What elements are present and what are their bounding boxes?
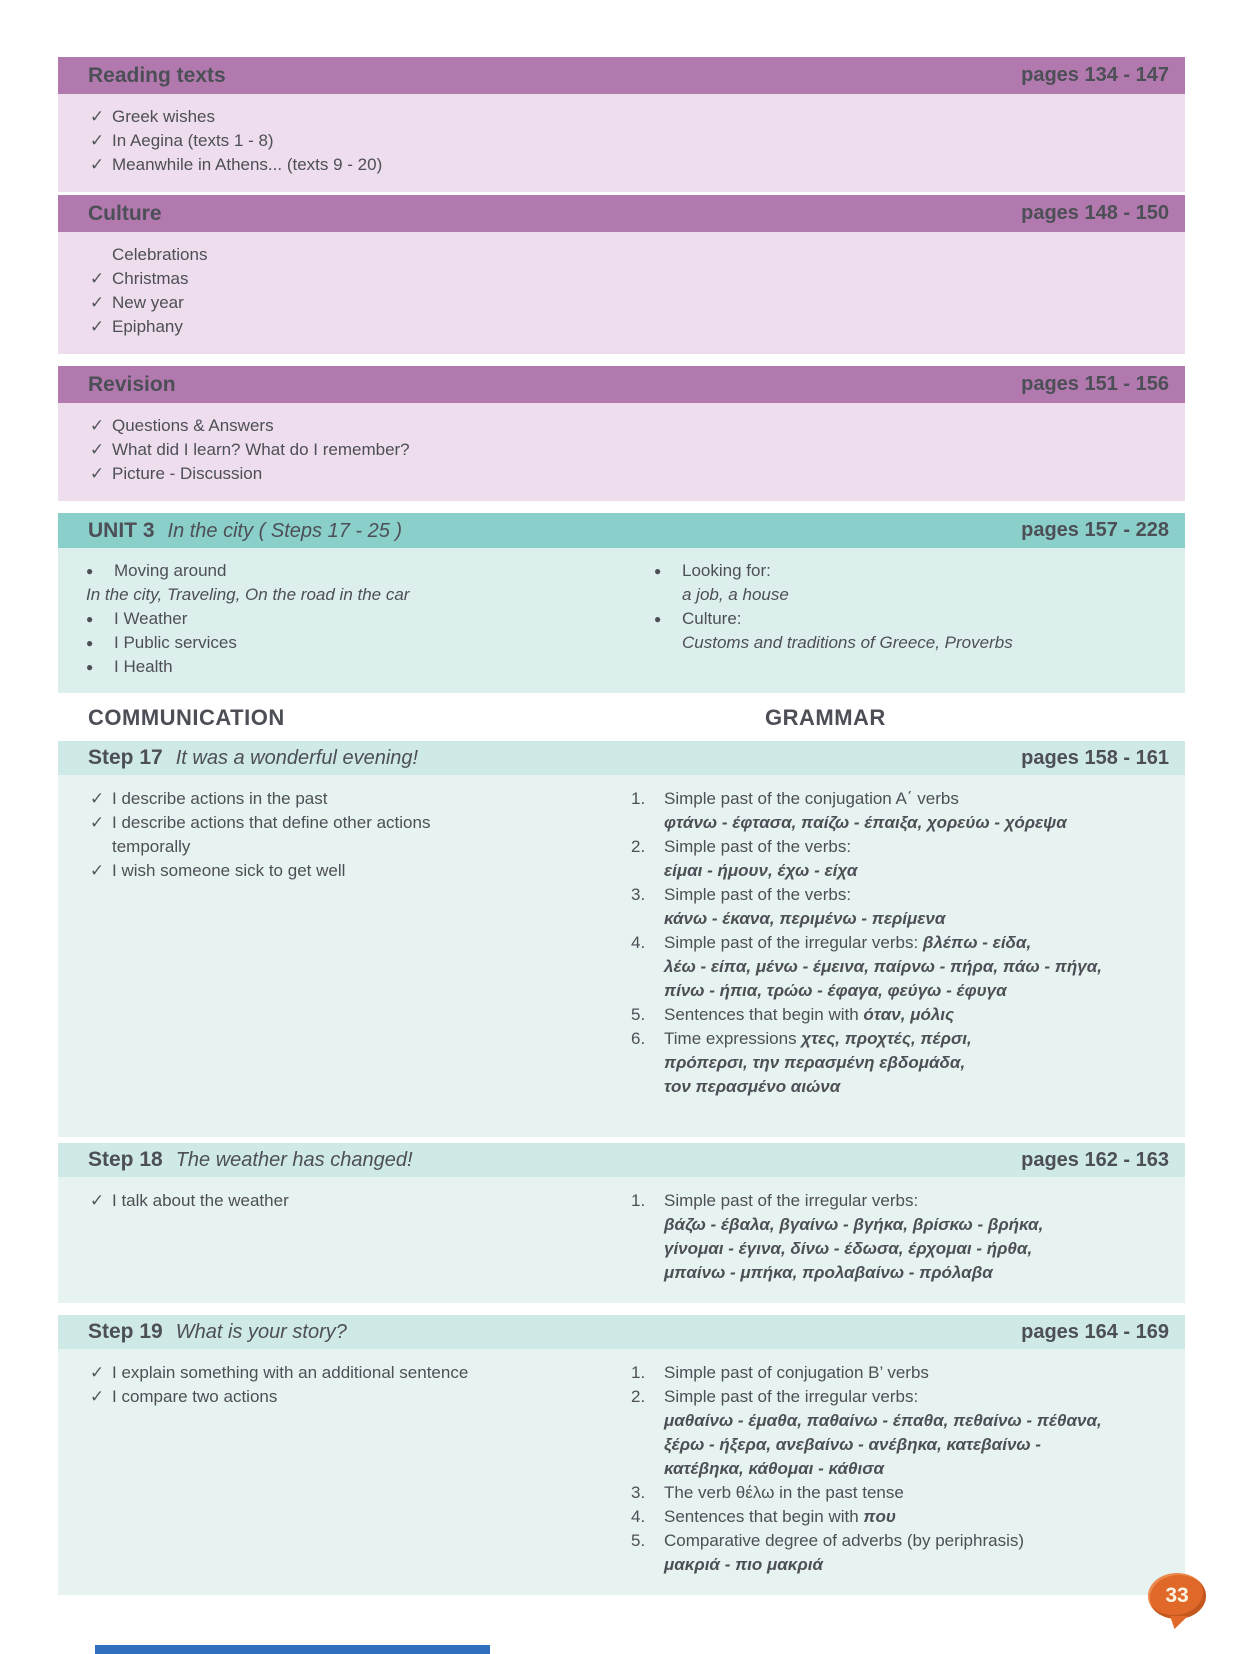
unit-3-left-column [58,559,626,679]
grammar-line [664,835,1155,859]
grammar-item-text [664,787,1185,835]
item-label: Questions & Answers [112,416,274,435]
item-label: Christmas [112,269,189,288]
list-item [58,291,1185,315]
checkmark-icon: ✓ [89,861,105,880]
step-section [58,1143,1185,1303]
item-label: Epiphany [112,317,183,336]
grammar-text-greek: μακριά - πιο μακριά [664,1555,823,1574]
step-pages: pages 158 - 161 [1021,746,1169,769]
unit-item [58,631,626,655]
grammar-item [631,1361,1185,1385]
step-header [58,1143,1185,1177]
section-body [58,232,1185,354]
list-item [58,129,1185,153]
unit-3-right-column [626,559,1185,679]
communication-item-label: I wish someone sick to get well [112,861,346,880]
unit-item [58,655,626,679]
column-headings [58,705,1185,735]
item-label: In Aegina (texts 1 - 8) [112,131,274,150]
unit-item-label: I Public services [114,633,237,652]
checkmark-icon: ✓ [89,1387,105,1406]
communication-item-label: I describe actions in the past [112,789,328,808]
grammar-line [664,1433,1155,1457]
step-body [58,775,1185,1137]
section-header [58,366,1185,403]
grammar-line [664,907,1155,931]
section-header [58,57,1185,94]
list-item [58,267,1185,291]
page-number-bubble [1148,1573,1206,1619]
grammar-text-plain: Simple past of the conjugation A΄ verbs [664,789,959,808]
step-subtitle: What is your story? [175,1321,347,1343]
grammar-text-plain: Time expressions [664,1029,802,1048]
grammar-item [631,1505,1185,1529]
bullet-icon: ● [86,564,94,578]
grammar-text-greek: γίνομαι - έγινα, δίνω - έδωσα, έρχομαι - ήρθα, [664,1239,1033,1258]
grammar-item-text [664,1505,1185,1529]
grammar-item-number: 1. [631,1191,646,1210]
grammar-item-number: 6. [631,1029,646,1048]
unit-3-header [58,513,1185,548]
communication-item [58,811,603,835]
unit-3-section [58,513,1185,693]
list-item [58,105,1185,129]
communication-item-label: I compare two actions [112,1387,278,1406]
grammar-item [631,1027,1185,1099]
unit-item [58,559,626,583]
checkmark-icon: ✓ [89,813,105,832]
grammar-line [664,1409,1155,1433]
bubble-tail [1170,1616,1188,1629]
step-subtitle: It was a wonderful evening! [175,747,419,769]
grammar-item-number: 2. [631,1387,646,1406]
grammar-text-plain: Sentences that begin with [664,1005,864,1024]
list-item [58,462,1185,486]
grammar-line [664,1237,1155,1261]
footer-blue-bar [95,1645,490,1654]
grammar-item [631,931,1185,1003]
grammar-text-plain: Simple past of the irregular verbs: [664,1191,919,1210]
grammar-heading: GRAMMAR [765,705,886,730]
grammar-text-greek: βλέπω - είδα, [922,933,1032,952]
toc-content [58,57,1185,1595]
grammar-text-greek: τον περασμένο αιώνα [664,1077,841,1096]
grammar-line [664,811,1155,835]
communication-item [58,1361,603,1385]
unit-item-label: Looking for: [682,561,771,580]
communication-item-label: I talk about the weather [112,1191,289,1210]
list-item [58,153,1185,177]
unit-item-label: a job, a house [682,585,789,604]
toc-section [58,57,1185,192]
bullet-icon: ● [86,612,94,626]
unit-3-subtitle: In the city ( Steps 17 - 25 ) [167,519,403,542]
grammar-line [664,1529,1155,1553]
grammar-text-greek: όταν, μόλις [863,1005,955,1024]
grammar-text-plain: Comparative degree of adverbs (by periphrasis) [664,1531,1025,1550]
unit-item [58,607,626,631]
grammar-text-greek: μπαίνω - μπήκα, προλαβαίνω - πρόλαβα [664,1263,993,1282]
communication-heading: COMMUNICATION [88,705,285,730]
page-number: 33 [1165,1584,1189,1607]
step-section [58,1315,1185,1595]
bullet-icon: ● [86,636,94,650]
communication-item [58,787,603,811]
grammar-item-text [664,835,1185,883]
grammar-line [664,979,1155,1003]
steps-list [58,741,1185,1595]
unit-item-label: Moving around [114,561,227,580]
grammar-text-greek: ξέρω - ήξερα, ανεβαίνω - ανέβηκα, κατεβαίνω - [664,1435,1041,1454]
step-section [58,741,1185,1137]
section-header [58,195,1185,232]
checkmark-icon: ✓ [89,416,105,435]
grammar-line [664,1505,1155,1529]
grammar-line [664,1361,1155,1385]
communication-item [58,1385,603,1409]
grammar-line [664,1481,1155,1505]
step-title-group [88,1320,347,1344]
grammar-item-number: 3. [631,885,646,904]
grammar-item-text [664,1189,1185,1285]
grammar-line [664,1553,1155,1577]
grammar-text-greek: που [863,1507,896,1526]
grammar-column [603,787,1185,1119]
step-label: Step 19 [88,1320,163,1343]
unit-item-label: I Health [114,657,173,676]
grammar-item-number: 3. [631,1483,646,1502]
checkmark-icon: ✓ [89,789,105,808]
grammar-item-text [664,1481,1185,1505]
unit-3-body [58,548,1185,693]
step-label: Step 17 [88,746,163,769]
step-header [58,1315,1185,1349]
grammar-item [631,1529,1185,1577]
grammar-text-greek: κατέβηκα, κάθομαι - κάθισα [664,1459,885,1478]
communication-item-label: I explain something with an additional sentence [112,1363,469,1382]
grammar-line [664,1003,1155,1027]
toc-sections [58,57,1185,501]
grammar-text-greek: λέω - είπα, μένω - έμεινα, παίρνω - πήρα, πάω - πήγα, [664,957,1102,976]
grammar-line [664,955,1155,979]
toc-section [58,366,1185,501]
grammar-item-number: 2. [631,837,646,856]
checkmark-icon: ✓ [89,107,105,126]
checkmark-icon: ✓ [89,464,105,483]
grammar-item-number: 5. [631,1531,646,1550]
grammar-line [664,787,1155,811]
list-item [58,414,1185,438]
bullet-icon: ● [86,660,94,674]
step-pages: pages 162 - 163 [1021,1148,1169,1171]
unit-3-label: UNIT 3 [88,518,155,542]
list-item [58,315,1185,339]
communication-column [58,1361,603,1577]
unit-item [626,559,1185,583]
communication-column [58,1189,603,1285]
check-placeholder [82,243,112,267]
unit-item-label: Customs and traditions of Greece, Proverbs [682,633,1013,652]
grammar-line [664,883,1155,907]
grammar-column [603,1189,1185,1285]
unit-3-title [88,519,402,543]
grammar-line [664,1075,1155,1099]
grammar-text-greek: είμαι - ήμουν, έχω - είχα [664,861,858,880]
item-label: Picture - Discussion [112,464,263,483]
grammar-item-number: 4. [631,933,646,952]
bullet-icon: ● [654,612,662,626]
grammar-item [631,1189,1185,1285]
communication-item [58,1189,603,1213]
grammar-text-greek: πρόπερσι, την περασμένη εβδομάδα, [664,1053,966,1072]
item-label: Meanwhile in Athens... (texts 9 - 20) [112,155,383,174]
grammar-item [631,835,1185,883]
grammar-item-number: 5. [631,1005,646,1024]
grammar-text-plain: Sentences that begin with [664,1507,864,1526]
communication-item-continuation: temporally [112,837,191,856]
grammar-item [631,883,1185,931]
checkmark-icon: ✓ [89,131,105,150]
checkmark-icon: ✓ [89,1191,105,1210]
bullet-icon: ● [654,564,662,578]
item-label: Greek wishes [112,107,215,126]
unit-item [626,583,1185,607]
section-body [58,403,1185,501]
grammar-item [631,1481,1185,1505]
grammar-text-plain: Simple past of conjugation B’ verbs [664,1363,929,1382]
communication-item-label: I describe actions that define other actions [112,813,431,832]
item-label: Celebrations [112,245,208,264]
step-body [58,1349,1185,1595]
grammar-item [631,787,1185,835]
grammar-line [664,1213,1155,1237]
step-title-group [88,746,418,770]
step-title-group [88,1148,413,1172]
grammar-line [664,1385,1155,1409]
grammar-item-text [664,1529,1185,1577]
unit-item [626,631,1185,655]
step-header [58,741,1185,775]
grammar-text-plain: The verb θέλω in the past tense [664,1483,904,1502]
grammar-item-number: 1. [631,1363,646,1382]
section-title: Reading texts [88,63,226,87]
unit-item-label: Culture: [682,609,742,628]
grammar-item-text [664,1003,1185,1027]
section-pages: pages 151 - 156 [1021,373,1169,395]
list-item [58,243,1185,267]
grammar-line [664,1027,1155,1051]
step-body [58,1177,1185,1303]
step-pages: pages 164 - 169 [1021,1320,1169,1343]
section-pages: pages 148 - 150 [1021,202,1169,224]
unit-item [626,607,1185,631]
grammar-line [664,931,1155,955]
grammar-item-text [664,883,1185,931]
unit-3-pages: pages 157 - 228 [1021,519,1169,541]
grammar-text-greek: βάζω - έβαλα, βγαίνω - βγήκα, βρίσκω - βρήκα, [664,1215,1044,1234]
section-body [58,94,1185,192]
grammar-text-plain: Simple past of the irregular verbs: [664,1387,919,1406]
checkmark-icon: ✓ [89,155,105,174]
grammar-item-number: 4. [631,1507,646,1526]
section-title: Culture [88,201,162,225]
grammar-column [603,1361,1185,1577]
checkmark-icon: ✓ [89,440,105,459]
grammar-text-greek: πίνω - ήπια, τρώω - έφαγα, φεύγω - έφυγα [664,981,1007,1000]
checkmark-icon: ✓ [89,317,105,336]
checkmark-icon: ✓ [89,269,105,288]
grammar-text-greek: κάνω - έκανα, περιμένω - περίμενα [664,909,946,928]
unit-item-label: I Weather [114,609,188,628]
list-item [58,438,1185,462]
grammar-item-text [664,931,1185,1003]
grammar-text-greek: χτες, προχτές, πέρσι, [801,1029,972,1048]
unit-item [58,583,626,607]
item-label: What did I learn? What do I remember? [112,440,410,459]
unit-item-label: In the city, Traveling, On the road in the car [86,585,410,604]
grammar-text-plain: Simple past of the verbs: [664,837,852,856]
grammar-text-plain: Simple past of the verbs: [664,885,852,904]
checkmark-icon: ✓ [89,293,105,312]
communication-item [58,859,603,883]
checkmark-icon: ✓ [89,1363,105,1382]
section-pages: pages 134 - 147 [1021,64,1169,86]
grammar-item-text [664,1361,1185,1385]
grammar-text-greek: φτάνω - έφτασα, παίζω - έπαιξα, χορεύω - χόρεψα [664,813,1067,832]
item-label: New year [112,293,184,312]
grammar-item [631,1385,1185,1481]
step-subtitle: The weather has changed! [175,1149,413,1171]
grammar-text-plain: Simple past of the irregular verbs: [664,933,923,952]
communication-column [58,787,603,1119]
grammar-item-number: 1. [631,789,646,808]
step-label: Step 18 [88,1148,163,1171]
grammar-item-text [664,1027,1185,1099]
grammar-line [664,1051,1155,1075]
grammar-line [664,1261,1155,1285]
grammar-item-text [664,1385,1185,1481]
grammar-line [664,1457,1155,1481]
section-title: Revision [88,372,176,396]
toc-section [58,195,1185,354]
grammar-line [664,1189,1155,1213]
grammar-text-greek: μαθαίνω - έμαθα, παθαίνω - έπαθα, πεθαίνω - πέθανα, [664,1411,1102,1430]
grammar-item [631,1003,1185,1027]
grammar-line [664,859,1155,883]
